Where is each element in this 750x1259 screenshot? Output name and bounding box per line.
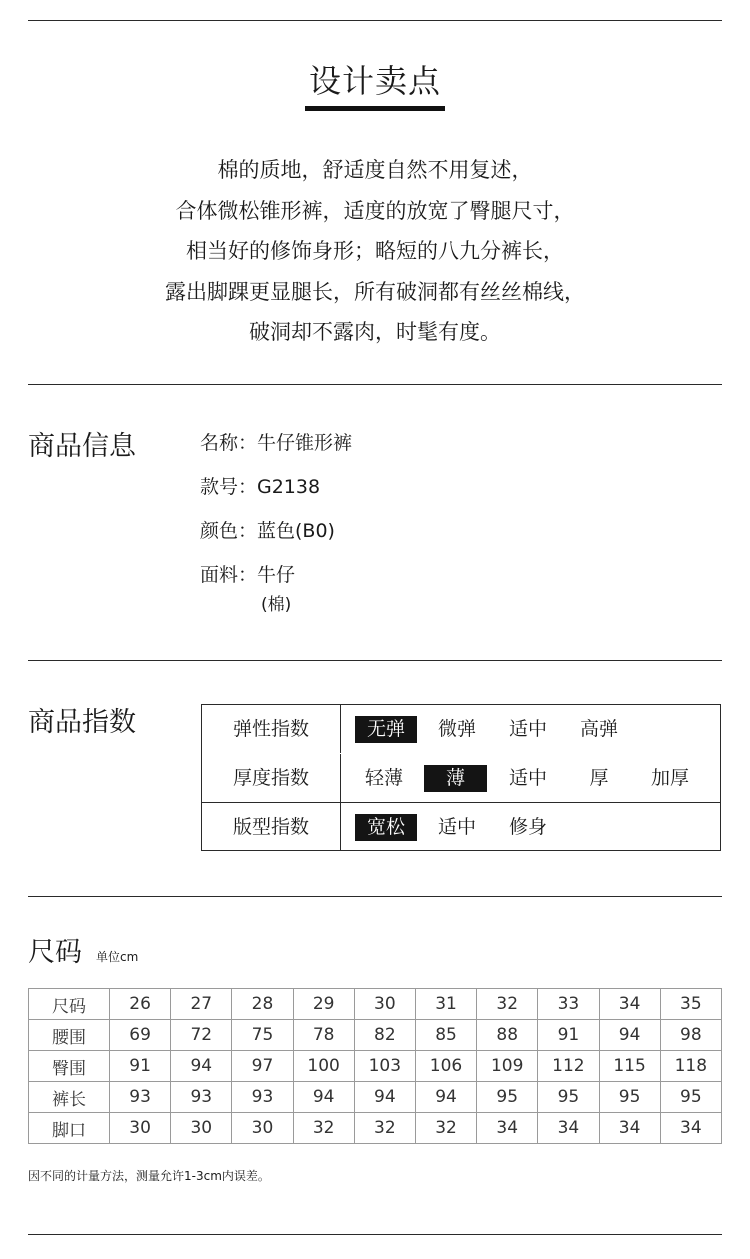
divider-1	[28, 384, 722, 385]
table-cell: 82	[354, 1020, 415, 1051]
index-option: 适中	[508, 718, 547, 740]
index-option-selected: 宽松	[355, 814, 417, 841]
table-row	[29, 1051, 722, 1082]
table-cell: 69	[110, 1020, 171, 1051]
info-name: 名称：牛仔锥形裤	[200, 432, 353, 454]
index-option: 厚	[589, 767, 609, 789]
index-label: 厚度指数	[202, 754, 341, 802]
table-cell: 97	[232, 1051, 293, 1082]
index-option: 高弹	[579, 718, 618, 740]
table-cell: 115	[599, 1051, 660, 1082]
table-cell: 95	[477, 1082, 538, 1113]
description-line: 棉的质地，舒适度自然不用复述，	[217, 158, 533, 182]
table-cell: 33	[538, 989, 599, 1020]
row-header: 裤长	[29, 1082, 110, 1113]
divider-2	[28, 660, 722, 661]
description-line: 合体微松锥形裤，适度的放宽了臀腿尺寸，	[175, 198, 575, 223]
table-cell: 94	[293, 1082, 354, 1113]
table-cell: 112	[538, 1051, 599, 1082]
size-table	[28, 988, 722, 1144]
design-description	[0, 150, 750, 353]
table-cell: 30	[110, 1113, 171, 1144]
measurement-note: 因不同的计量方法，测量允许1-3cm内误差。	[28, 1169, 270, 1183]
table-cell: 85	[415, 1020, 476, 1051]
size-title: 尺码	[28, 937, 82, 968]
design-title: 设计卖点	[308, 62, 441, 100]
description-line: 破洞却不露肉，时髦有度。	[249, 320, 501, 344]
info-fabric: 面料：牛仔	[200, 564, 296, 586]
index-title: 商品指数	[28, 707, 136, 738]
size-unit: 单位cm	[96, 950, 139, 964]
index-row-elasticity	[202, 705, 720, 753]
table-cell: 88	[477, 1020, 538, 1051]
info-fabric-composition: (棉)	[261, 595, 292, 615]
design-title-underline	[305, 106, 445, 111]
table-cell: 32	[354, 1113, 415, 1144]
table-cell: 30	[171, 1113, 232, 1144]
table-cell: 93	[171, 1082, 232, 1113]
table-cell: 91	[538, 1020, 599, 1051]
table-cell: 98	[660, 1020, 721, 1051]
table-row	[29, 1020, 722, 1051]
table-cell: 95	[538, 1082, 599, 1113]
table-cell: 32	[477, 989, 538, 1020]
divider-3	[28, 896, 722, 897]
top-divider	[28, 20, 722, 21]
table-cell: 34	[538, 1113, 599, 1144]
table-cell: 27	[171, 989, 232, 1020]
table-cell: 32	[415, 1113, 476, 1144]
row-header: 腰围	[29, 1020, 110, 1051]
row-header: 尺码	[29, 989, 110, 1020]
table-row	[29, 1113, 722, 1144]
info-title: 商品信息	[28, 431, 136, 462]
table-cell: 109	[477, 1051, 538, 1082]
table-cell: 75	[232, 1020, 293, 1051]
table-cell: 94	[415, 1082, 476, 1113]
table-cell: 34	[599, 989, 660, 1020]
index-row-fit	[202, 803, 720, 851]
table-row	[29, 1082, 722, 1113]
index-label: 弹性指数	[202, 705, 341, 753]
table-cell: 28	[232, 989, 293, 1020]
index-row-thickness	[202, 754, 720, 803]
description-line: 相当好的修饰身形；略短的八九分裤长，	[186, 239, 564, 263]
index-label: 版型指数	[202, 803, 341, 851]
table-cell: 94	[171, 1051, 232, 1082]
index-option-selected: 无弹	[355, 716, 417, 743]
table-cell: 95	[660, 1082, 721, 1113]
index-option: 修身	[508, 816, 547, 838]
description-line: 露出脚踝更显腿长，所有破洞都有丝丝棉线，	[165, 279, 585, 304]
row-header: 臀围	[29, 1051, 110, 1082]
table-cell: 34	[660, 1113, 721, 1144]
index-option-selected: 薄	[424, 765, 487, 792]
index-option: 适中	[437, 816, 476, 838]
table-cell: 29	[293, 989, 354, 1020]
table-cell: 34	[599, 1113, 660, 1144]
table-cell: 30	[354, 989, 415, 1020]
info-color: 颜色：蓝色(B0)	[200, 520, 335, 542]
index-table	[201, 704, 721, 851]
table-cell: 30	[232, 1113, 293, 1144]
table-cell: 35	[660, 989, 721, 1020]
table-row	[29, 989, 722, 1020]
table-cell: 94	[599, 1020, 660, 1051]
table-cell: 100	[293, 1051, 354, 1082]
index-option: 微弹	[437, 718, 476, 740]
table-cell: 95	[599, 1082, 660, 1113]
table-cell: 26	[110, 989, 171, 1020]
info-style-number: 款号：G2138	[200, 476, 321, 498]
table-cell: 94	[354, 1082, 415, 1113]
table-cell: 32	[293, 1113, 354, 1144]
table-cell: 106	[415, 1051, 476, 1082]
table-cell: 34	[477, 1113, 538, 1144]
row-header: 脚口	[29, 1113, 110, 1144]
table-cell: 118	[660, 1051, 721, 1082]
table-cell: 93	[232, 1082, 293, 1113]
table-cell: 72	[171, 1020, 232, 1051]
index-option: 适中	[508, 767, 547, 789]
table-cell: 78	[293, 1020, 354, 1051]
table-cell: 93	[110, 1082, 171, 1113]
index-option: 轻薄	[364, 767, 403, 789]
bottom-divider	[28, 1234, 722, 1235]
table-cell: 31	[415, 989, 476, 1020]
index-option: 加厚	[650, 767, 689, 789]
table-cell: 91	[110, 1051, 171, 1082]
table-cell: 103	[354, 1051, 415, 1082]
